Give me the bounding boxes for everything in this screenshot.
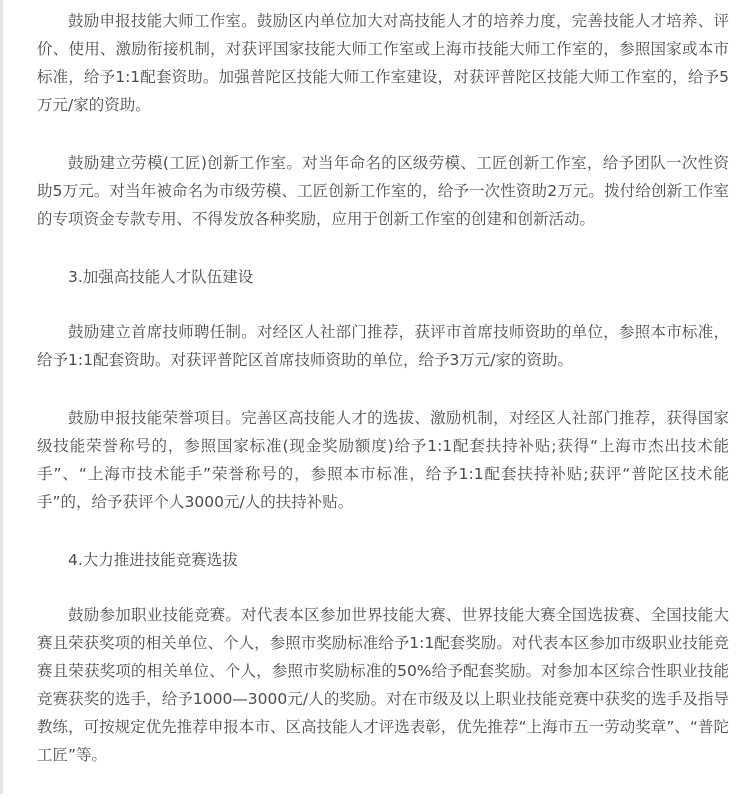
paragraph-skill-master-studio: 鼓励申报技能大师工作室。鼓励区内单位加大对高技能人才的培养力度，完善技能人才培养、评价、使用、激励衔接机制，对获评国家技能大师工作室或上海市技能大师工作室的，参照国家或本市标准，给予1:1配套资助。加强普陀区技能大师工作室建设，对获评普陀区技能大师工作室的，给予5万元/家的资助。 bbox=[37, 12, 729, 114]
paragraph-skill-competition: 鼓励参加职业技能竞赛。对代表本区参加世界技能大赛、世界技能大赛全国选拔赛、全国技能大赛且荣获奖项的相关单位、个人，参照市奖励标准给予1:1配套奖励。对代表本区参加市级职业技能竞赛且荣获奖项的相关单位、个人，参照市奖励标准的50%给予配套奖励。对参加本区综合性职业技能竞赛获奖的选手，给予1000—3000元/人的奖励。对在市级及以上职业技能竞赛中获奖的选手及指导教练，可按规定优先推荐申报本市、区高技能人才评选表彰，优先推荐“上海市五一劳动奖章”、“普陀工匠”等。 bbox=[37, 606, 729, 764]
section-heading-3: 3.加强高技能人才队伍建设 bbox=[68, 268, 254, 286]
paragraph-model-worker-studio: 鼓励建立劳模(工匠)创新工作室。对当年命名的区级劳模、工匠创新工作室，给予团队一次性资助5万元。对当年被命名为市级劳模、工匠创新工作室的，给予一次性资助2万元。拨付给创新工作室的专项资金专款专用、不得发放各种奖励，应用于创新工作室的创建和创新活动。 bbox=[37, 154, 729, 228]
paragraph-chief-technician: 鼓励建立首席技师聘任制。对经区人社部门推荐，获评市首席技师资助的单位，参照本市标准，给予1:1配套资助。对获评普陀区首席技师资助的单位，给予3万元/家的资助。 bbox=[37, 323, 729, 369]
section-heading-4: 4.大力推进技能竞赛选拔 bbox=[68, 551, 238, 569]
left-border-rule bbox=[0, 0, 3, 794]
paragraph-skill-honors: 鼓励申报技能荣誉项目。完善区高技能人才的选拔、激励机制，对经区人社部门推荐，获得国家级技能荣誉称号的，参照国家标准(现金奖励额度)给予1:1配套扶持补贴;获得“上海市杰出技术能手”、“上海市技术能手”荣誉称号的，参照本市标准，给予1:1配套扶持补贴;获评“普陀区技术能手”的，给予获评个人3000元/人的扶持补贴。 bbox=[37, 409, 729, 511]
article-body bbox=[37, 7, 729, 799]
